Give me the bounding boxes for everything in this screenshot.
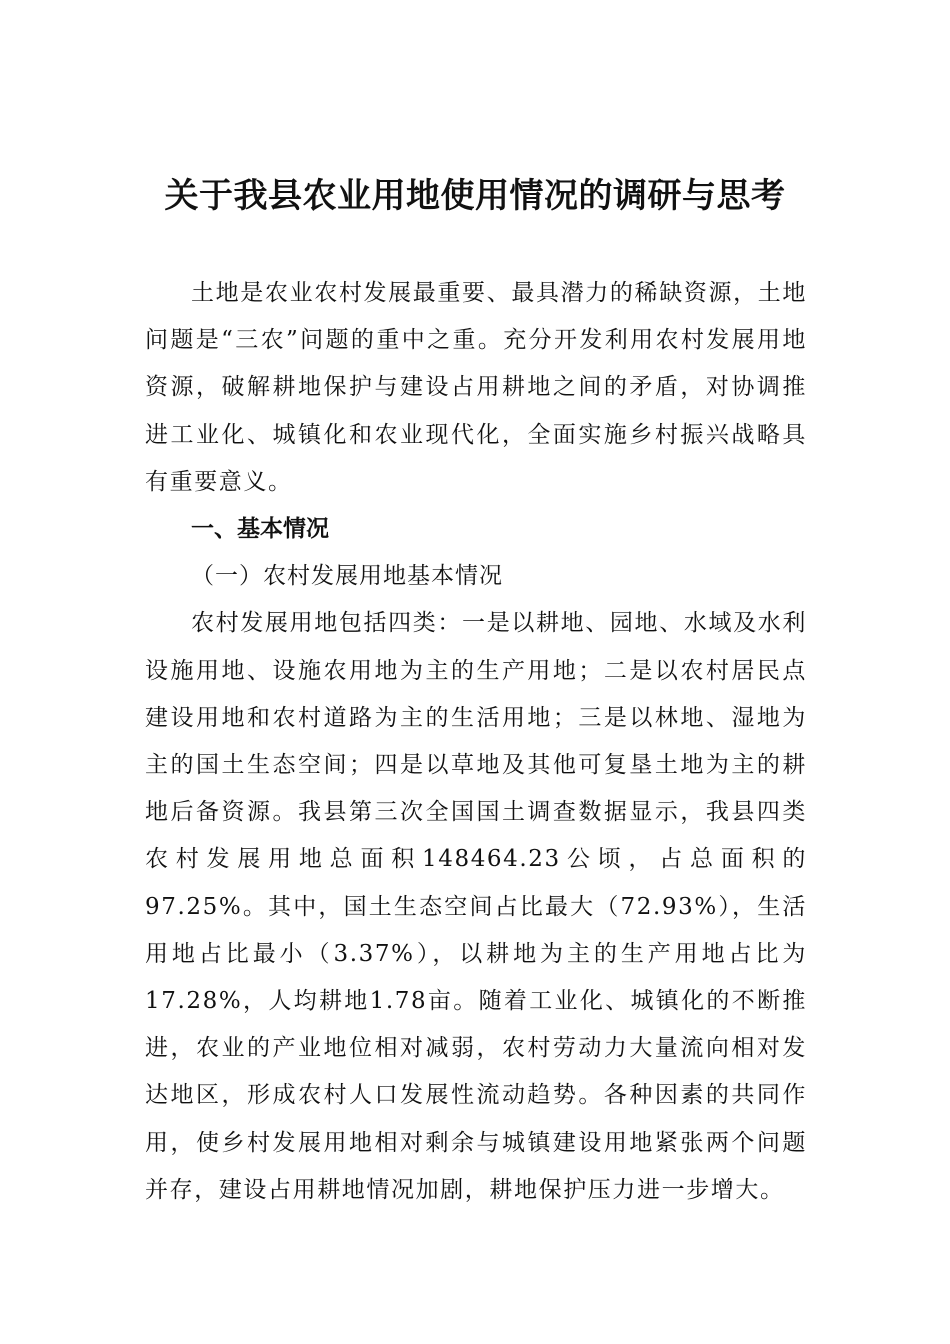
intro-paragraph: 土地是农业农村发展最重要、最具潜力的稀缺资源，土地问题是“三农”问题的重中之重。充分开发利用农村发展用地资源，破解耕地保护与建设占用耕地之间的矛盾，对协调推进工业化、城镇化和农业现代化，全面实施乡村振兴战略具有重要意义。 [145, 280, 807, 495]
document-title: 关于我县农业用地使用情况的调研与思考 [164, 176, 786, 216]
subsection-heading-rural-land: （一）农村发展用地基本情况 [191, 563, 503, 590]
document-body [145, 270, 807, 1214]
section-heading-basic-situation: 一、基本情况 [191, 516, 329, 543]
rural-land-paragraph: 农村发展用地包括四类：一是以耕地、园地、水域及水利设施用地、设施农用地为主的生产用地；二是以农村居民点建设用地和农村道路为主的生活用地；三是以林地、湿地为主的国土生态空间；四是以草地及其他可复垦土地为主的耕地后备资源。我县第三次全国国土调查数据显示，我县四类农村发展用地总面积148464.23公顷，占总面积的97.25%。其中，国土生态空间占比最大（72.93%），生活用地占比最小（3.37%），以耕地为主的生产用地占比为17.28%，人均耕地1.78亩。随着工业化、城镇化的不断推进，农业的产业地位相对减弱，农村劳动力大量流向相对发达地区，形成农村人口发展性流动趋势。各种因素的共同作用，使乡村发展用地相对剩余与城镇建设用地紧张两个问题并存，建设占用耕地情况加剧，耕地保护压力进一步增大。 [145, 610, 807, 1203]
